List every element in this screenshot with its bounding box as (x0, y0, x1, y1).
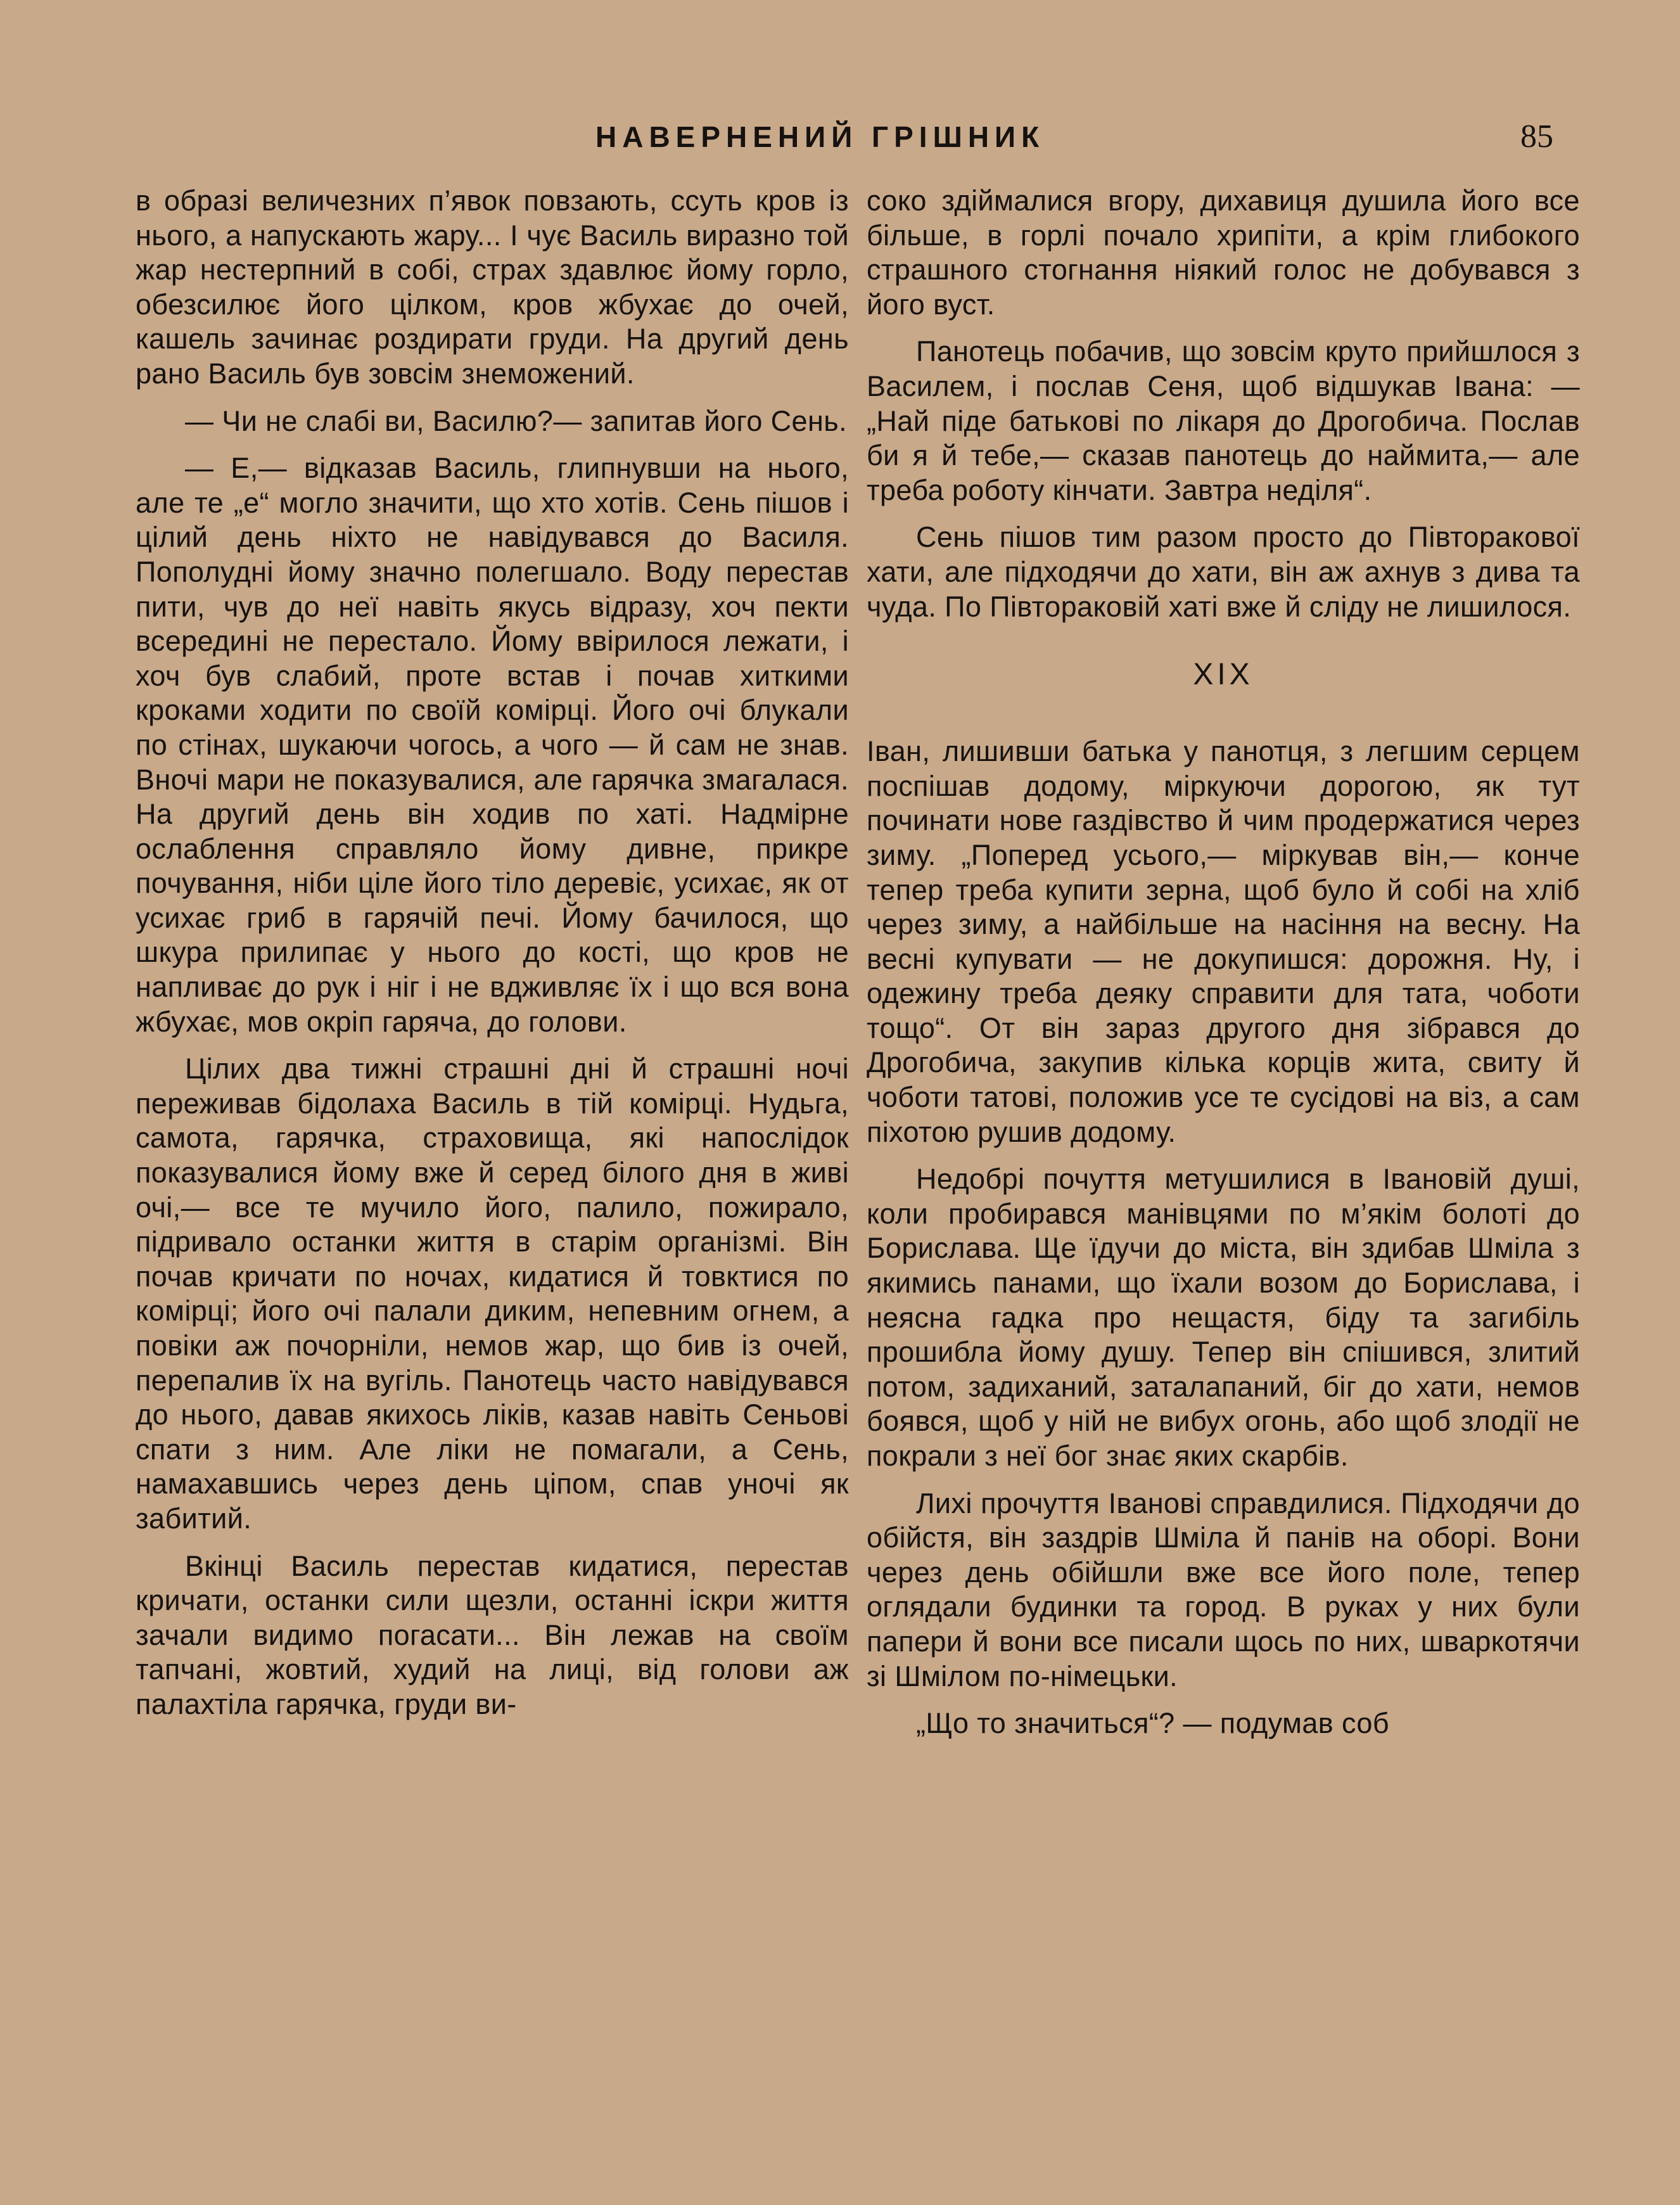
paragraph: — Е,— відказав Василь, глипнувши на нього, але те „е“ могло значити, що хто хотів. Сень пішов і цілий день ніхто не навідувався до Василя. Пополудні йому значно полегшало. Воду перестав пити, чув до неї навіть якусь відразу, хоч пекти всередині не перестало. Йому ввірилося лежати, і хоч був слабий, проте встав і почав хиткими кроками ходити по своїй комірці. Його очі блукали по стінах, шукаючи чогось, а чого — й сам не знав. Вночі мари не показувалися, але гарячка змагалася. На другий день він ходив по хаті. Надмірне ослаблення справляло йому дивне, прикре почування, ніби ціле його тіло деревіє, усихає, як от усихає гриб в гарячій печі. Йому бачилося, що шкура прилипає у нього до кості, що кров не напливає до рук і ніг і не вдживляє їх і що вся вона жбухає, мов окріп гаряча, до голови. (136, 452, 849, 1038)
paragraph: Сень пішов тим разом просто до Півторакової хати, але підходячи до хати, він аж ахнув з дива та чуда. По Півтораковій хаті вже й сліду не лишилося. (867, 521, 1580, 623)
paragraph: Недобрі почуття метушилися в Івановій душі, коли пробирався манівцями по м’якім болоті до Борислава. Ще їдучи до міста, він здибав Шміла з якимись панами, що їхали возом до Борислава, і неясна гадка про нещастя, біду та загибіль прошибла йому душу. Тепер він спішився, злитий потом, задиханий, заталапаний, біг до хати, немов боявся, щоб у ній не вибух огонь, або щоб злодії не покрали з неї бог знає яких скарбів. (867, 1163, 1580, 1472)
running-title: НАВЕРНЕНИЙ ГРІШНИК (595, 120, 1045, 153)
page-number: 85 (1520, 118, 1553, 155)
paragraph: Панотець побачив, що зовсім круто прийшлося з Василем, і послав Сеня, щоб відшукав Івана: — „Най піде батькові по лікаря до Дрогобича. Послав би я й тебе,— сказав панотець до наймита,— але треба роботу кінчати. Завтра неділя“. (867, 335, 1580, 506)
paragraph: „Що то значиться“? — подумав соб (916, 1707, 1390, 1740)
paragraph: Іван, лишивши батька у панотця, з легшим серцем поспішав додому, міркуючи дорогою, як тут починати нове газдівство й чим продержатися через зиму. „Поперед усього,— міркував він,— конче тепер треба купити зерна, щоб було й собі на хліб через зиму, а найбільше на насіння на весну. На весні купувати — не докупишся: дорожня. Ну, і одежину треба деяку справити для тата, чоботи тощо“. От він зараз другого дня зібрався до Дрогобича, закупив кілька корців жита, свиту й чоботи татові, положив усе те сусідові на віз, а сам піхотою рушив додому. (867, 735, 1580, 1148)
paragraph: — Чи не слабі ви, Василю?— запитав його Сень. (185, 404, 847, 437)
paragraph: в образі величезних п’явок повзають, ссуть кров із нього, а напускають жару... І чує Василь виразно той жар нестерпний в собі, страх здавлює йому горло, обезсилює його цілком, кров жбухає до очей, кашель зачинає роздирати груди. На другий день рано Василь був зовсім знеможений. (136, 184, 849, 390)
right-column (867, 184, 1580, 1754)
paragraph: соко здіймалися вгору, дихавиця душила його все більше, в горлі почало хрипіти, а крім глибокого страшного стогнання ніякий голос не добувався з його вуст. (867, 184, 1580, 321)
running-head (0, 118, 1680, 156)
paragraph: Лихі прочуття Іванові справдилися. Підходячи до обійстя, він заздрів Шміла й панів на оборі. Вони через день обійшли вже все його поле, тепер оглядали будинки та город. В руках у них були папери й вони все писали щось по них, шваркотячи зі Шмілом по-німецьки. (867, 1486, 1580, 1692)
paragraph: Вкінці Василь перестав кидатися, перестав кричати, останки сили щезли, останні іскри життя зачали видимо погасати... Він лежав на своїм тапчані, жовтий, худий на лиці, від голови аж палахтіла гарячка, груди ви- (136, 1549, 849, 1720)
left-column (136, 184, 849, 1735)
paragraph: Цілих два тижні страшні дні й страшні ночі переживав бідолаха Василь в тій комірці. Нудьга, самота, гарячка, страховища, які напослідок показувалися йому вже й серед білого дня в живі очі,— все те мучило його, палило, пожирало, підривало останки життя в старім організмі. Він почав кричати по ночах, кидатися й товктися по комірці; його очі палали диким, непевним огнем, а повіки аж почорніли, немов жар, що бив із очей, перепалив їх на вугіль. Панотець часто навідувався до нього, давав якихось ліків, казав навіть Сеньові спати з ним. Але ліки не помагали, а Сень, намахавшись через день ціпом, спав уночі як забитий. (136, 1052, 849, 1535)
chapter-heading: XIX (1193, 658, 1254, 692)
